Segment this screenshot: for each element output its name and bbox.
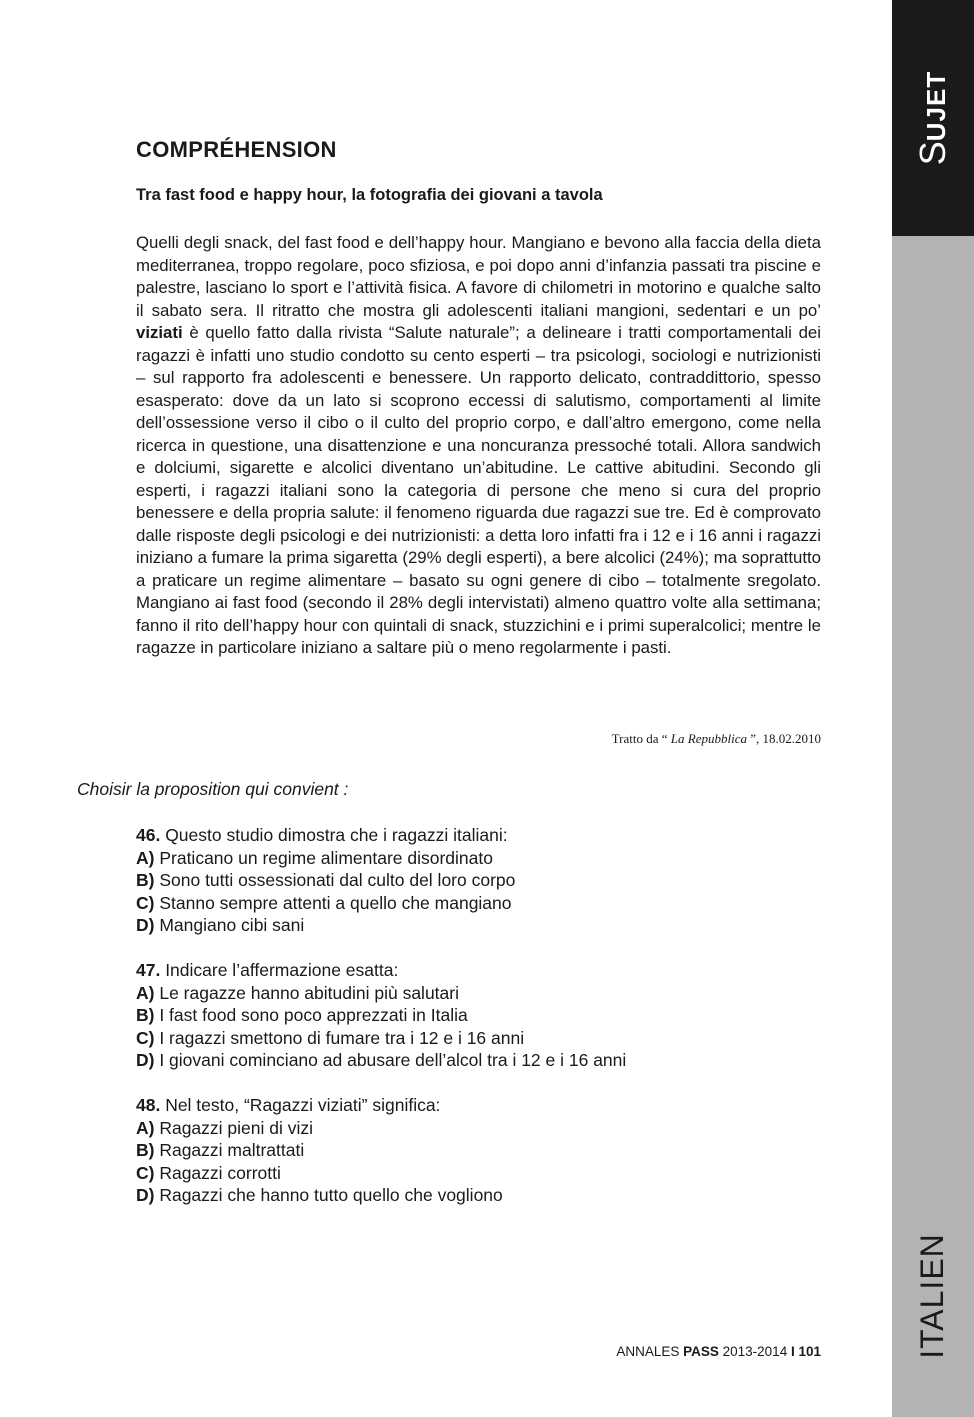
question-48 bbox=[136, 1094, 503, 1207]
option-a[interactable]: A) Ragazzi pieni di vizi bbox=[136, 1117, 314, 1138]
option-b[interactable]: B) Ragazzi maltrattati bbox=[136, 1140, 305, 1161]
question-46 bbox=[136, 824, 515, 937]
question-stem: 48. Nel testo, “Ragazzi viziati” significa: bbox=[136, 1095, 441, 1115]
question-stem: 47. Indicare l’affermazione esatta: bbox=[136, 960, 399, 980]
page-footer: ANNALES PASS 2013-2014 I 101 bbox=[616, 1344, 821, 1359]
article-title: Tra fast food e happy hour, la fotografia dei giovani a tavola bbox=[136, 186, 603, 204]
option-d[interactable]: D) Mangiano cibi sani bbox=[136, 915, 305, 936]
option-c[interactable]: C) Stanno sempre attenti a quello che mangiano bbox=[136, 892, 512, 913]
article-text-part-1: Quelli degli snack, del fast food e dell’happy hour. Mangiano e bevono alla faccia della dieta mediterranea, troppo regolare, poco sfiziosa, e poi dopo anni d’infanzia passati tra piscine e palestre, lasciano lo sport e l’attività fisica. A favore di chilometri in motorino e qualche salto il sabato sera. Il ritratto che mostra gli adolescenti italiani mangioni, sedentari e un po’ bbox=[136, 233, 821, 320]
article-body bbox=[136, 232, 821, 660]
section-label: SUJET bbox=[912, 70, 953, 166]
page-number: 101 bbox=[794, 1344, 821, 1359]
question-47 bbox=[136, 959, 626, 1072]
option-c[interactable]: C) I ragazzi smettono di fumare tra i 12 e i 16 anni bbox=[136, 1027, 525, 1048]
source-name: La Repubblica bbox=[670, 731, 747, 746]
article-source: Tratto da “ La Repubblica ”, 18.02.2010 bbox=[611, 731, 821, 746]
question-stem: 46. Questo studio dimostra che i ragazzi italiani: bbox=[136, 825, 508, 845]
option-c[interactable]: C) Ragazzi corrotti bbox=[136, 1162, 281, 1183]
option-a[interactable]: A) Le ragazze hanno abitudini più salutari bbox=[136, 982, 459, 1003]
article-text-part-2: è quello fatto dalla rivista “Salute naturale”; a delineare i tratti comportamentali dei ragazzi è infatti uno studio condotto su cento esperti – tra psicologi, sociologi e nutrizionisti – sul rapporto fra adolescenti e benessere. Un rapporto delicato, contraddittorio, spesso esasperato: dove da un lato si scoprono eccessi di salutismo, comportamenti al limite dell’ossessione verso il cibo o il culto del proprio corpo, e dall’altro emergono, come nella ricerca in questione, una disattenzione e una noncuranza pressoché totali. Allora sandwich e dolciumi, sigarette e alcolici diventano un’abitudine. Le cattive abitudini. Secondo gli esperti, i ragazzi italiani sono la categoria di persone che meno si cura del proprio benessere e della propria salute: il fenomeno riguarda due ragazzi sue tre. Ed è comprovato dalle risposte degli psicologi e dei nutrizionisti: a detta loro infatti fra i 12 e i 16 anni i ragazzi iniziano a fumare la prima sigaretta (29% degli esperti), a bere alcolici (24%); ma soprattutto a praticare un regime alimentare – basato su ogni genere di cibo – totalmente sregolato. Mangiano ai fast food (secondo il 28% degli intervistati) almeno quattro volte alla settimana; fanno il rito dell’happy hour con quintali di snack, stuzzichini e i primi superalcolici; mentre le ragazze in particolare iniziano a saltare più o meno regolarmente i pasti. bbox=[136, 323, 821, 657]
option-d[interactable]: D) I giovani cominciano ad abusare dell’alcol tra i 12 e i 16 anni bbox=[136, 1050, 627, 1071]
footer-brand: PASS bbox=[683, 1344, 719, 1359]
option-a[interactable]: A) Praticano un regime alimentare disordinato bbox=[136, 847, 493, 868]
option-d[interactable]: D) Ragazzi che hanno tutto quello che vogliono bbox=[136, 1185, 503, 1206]
option-b[interactable]: B) I fast food sono poco apprezzati in Italia bbox=[136, 1005, 468, 1026]
page-heading: COMPRÉHENSION bbox=[136, 137, 337, 162]
subject-label: ITALIEN bbox=[914, 1233, 950, 1359]
article-emphasis: viziati bbox=[136, 323, 183, 342]
footer-separator: I bbox=[790, 1344, 795, 1359]
option-b[interactable]: B) Sono tutti ossessionati dal culto del loro corpo bbox=[136, 870, 516, 891]
instruction: Choisir la proposition qui convient : bbox=[77, 779, 349, 799]
